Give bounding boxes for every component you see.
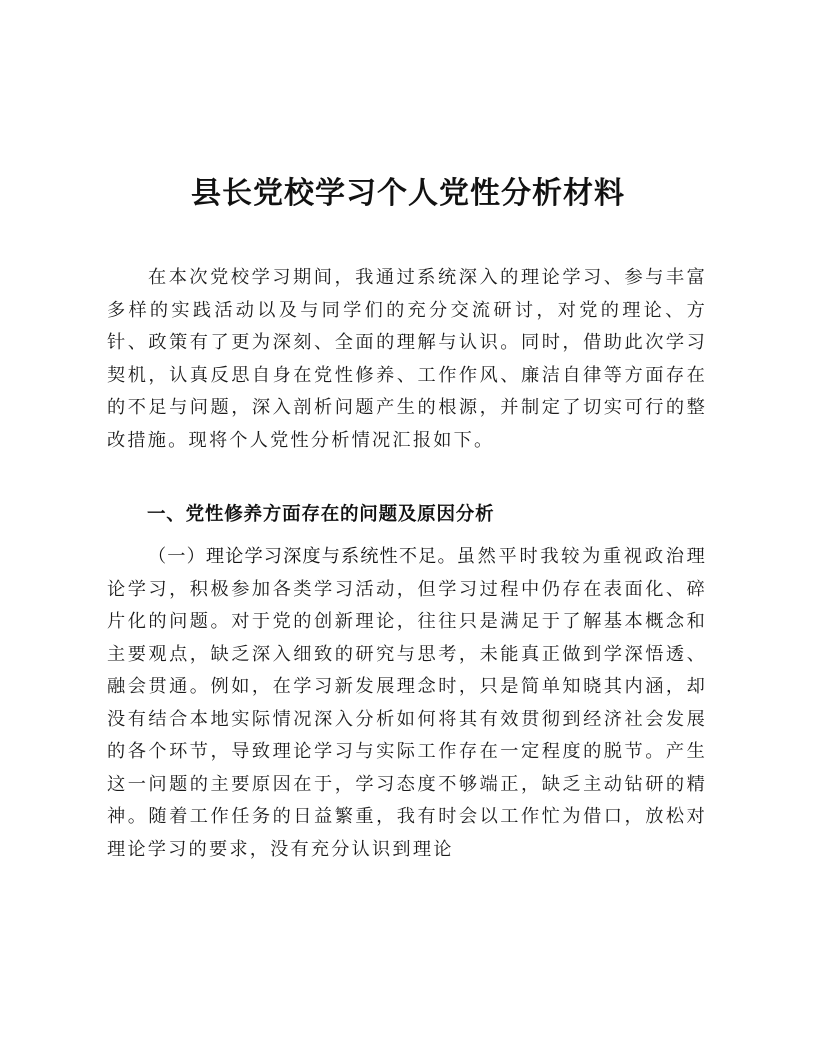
section-heading: 一、党性修养方面存在的问题及原因分析 (147, 504, 495, 525)
document-title: 县长党校学习个人党性分析材料 (191, 176, 625, 212)
subsection-lead-heading: （一）理论学习深度与系统性不足。 (148, 546, 457, 567)
intro-paragraph: 在本次党校学习期间，我通过系统深入的理论学习、参与丰富多样的实践活动以及与同学们的充分交流研讨，对党的理论、方针、政策有了更为深刻、全面的理解与认识。同时，借助此次学习契机，认真反思自身在党性修养、工作作风、廉洁自律等方面存在的不足与问题，深入剖析问题产生的根源，并制定了切实可行的整改措施。现将个人党性分析情况汇报如下。 (107, 267, 707, 451)
subsection-paragraph (107, 541, 707, 866)
subsection-body-text: 虽然平时我较为重视政治理论学习，积极参加各类学习活动，但学习过程中仍存在表面化、碎片化的问题。对于党的创新理论，往往只是满足于了解基本概念和主要观点，缺乏深入细致的研究与思考，未能真正做到学深悟透、融会贯通。例如，在学习新发展理念时，只是简单知晓其内涵，却没有结合本地实际情况深入分析如何将其有效贯彻到经济社会发展的各个环节，导致理论学习与实际工作存在一定程度的脱节。产生这一问题的主要原因在于，学习态度不够端正，缺乏主动钻研的精神。随着工作任务的日益繁重，我有时会以工作忙为借口，放松对理论学习的要求，没有充分认识到理论 (107, 546, 707, 860)
